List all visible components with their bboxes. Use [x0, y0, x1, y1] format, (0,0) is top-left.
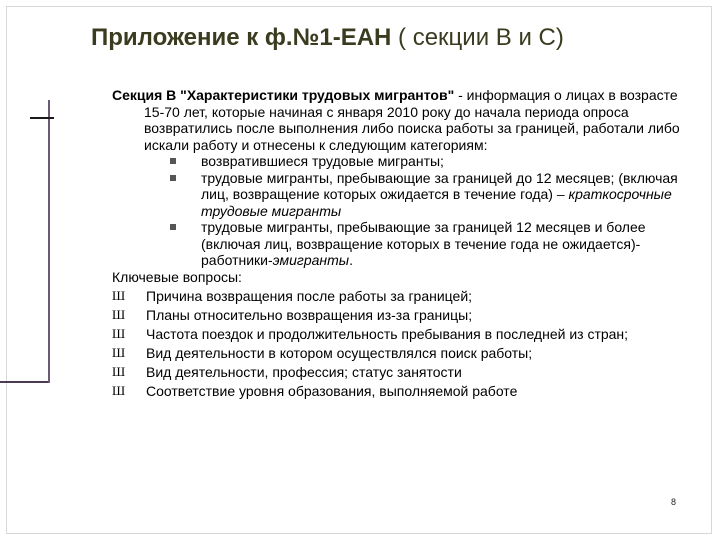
category-tail: .: [349, 252, 353, 268]
title-bold-part: Приложение к ф.№1-ЕАН: [91, 24, 392, 51]
category-text: трудовые мигранты, пребывающие за границей 12 месяцев и более (включая лиц, возвращение которых в течение года не ожидается)- работники-: [201, 219, 646, 268]
left-tick-top: [30, 117, 54, 119]
square-bullet-icon: [170, 175, 176, 181]
square-bullet-icon: [170, 158, 176, 164]
sha-bullet-icon: Ш: [112, 325, 126, 341]
category-item: [112, 219, 692, 269]
sha-bullet-icon: Ш: [112, 344, 126, 360]
slide-content: [112, 87, 692, 399]
section-b-text: - информация о лицах в возрасте 15-70 лет, которые начиная с января 2010 року до начала периода опроса возвратились после выполнения либо поиска работы за границей, работали либо искали работу и отнесены к следующим категориям:: [144, 87, 680, 153]
key-question-item: [112, 345, 692, 362]
slide-title: [91, 24, 564, 52]
left-decorative-rule: [0, 100, 50, 383]
category-italic: эмигранты: [272, 252, 350, 268]
square-bullet-icon: [170, 224, 176, 230]
key-question-text: Частота поездок и продолжительность пребывания в последней из стран;: [146, 325, 629, 342]
page-number: 8: [671, 497, 677, 507]
key-question-text: Вид деятельности в котором осуществлялся поиск работы;: [146, 344, 533, 361]
section-b-paragraph: [112, 87, 692, 153]
key-question-item: [112, 307, 692, 324]
sha-bullet-icon: Ш: [112, 287, 126, 303]
key-question-text: Соответствие уровня образования, выполняемой работе: [146, 382, 518, 399]
category-item: [112, 170, 692, 220]
sha-bullet-icon: Ш: [112, 382, 126, 398]
key-question-item: [112, 288, 692, 305]
key-question-text: Вид деятельности, профессия; статус занятости: [146, 363, 462, 380]
key-question-text: Планы относительно возвращения из-за границы;: [146, 306, 473, 323]
key-questions-title: Ключевые вопросы:: [112, 268, 242, 285]
category-text: возвратившиеся трудовые мигранты;: [201, 153, 444, 169]
section-b-heading: Секция В "Характеристики трудовых мигрантов": [112, 87, 455, 103]
sha-bullet-icon: Ш: [112, 363, 126, 379]
category-text: трудовые мигранты, пребывающие за границей до 12 месяцев; (включая лиц, возвращение которых ожидается в течение года): [201, 169, 678, 202]
sha-bullet-icon: Ш: [112, 306, 126, 322]
category-item: [112, 153, 692, 170]
left-tick-bottom: [0, 381, 48, 383]
category-italic: – краткосрочные трудовые мигранты: [201, 186, 672, 219]
title-normal-part: ( секции В и С): [391, 24, 564, 51]
key-question-item: [112, 383, 692, 400]
key-question-item: [112, 364, 692, 381]
key-question-item: [112, 326, 692, 343]
key-question-text: Причина возвращения после работы за границей;: [146, 287, 473, 304]
